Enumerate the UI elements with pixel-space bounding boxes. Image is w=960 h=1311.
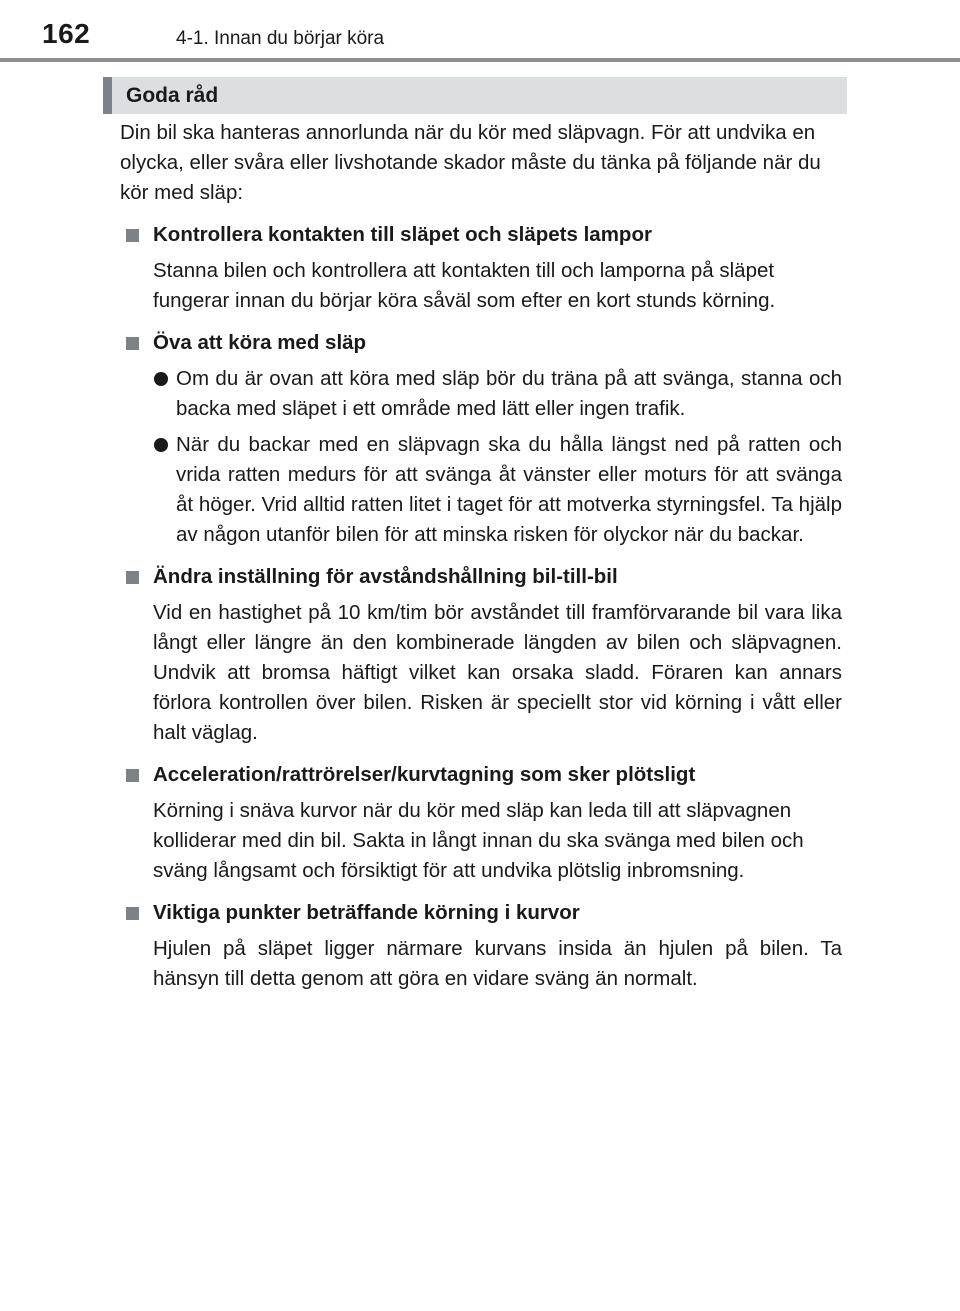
page-number: 162 [42, 18, 91, 49]
list-item [120, 430, 842, 550]
topic-text: Stanna bilen och kontrollera att kontakten till och lamporna på släpet fungerar innan du börjar köra såväl som efter en kort stunds körning. [153, 259, 776, 312]
topic-heading [120, 562, 842, 592]
section-title: Goda råd [126, 84, 219, 107]
square-bullet-icon [126, 229, 139, 242]
round-bullet-icon [154, 438, 168, 452]
list-item-text: Om du är ovan att köra med släp bör du träna på att svänga, stanna och backa med släpet i ett område med lätt eller ingen trafik. [176, 367, 842, 420]
intro-paragraph: Din bil ska hanteras annorlunda när du kör med släpvagn. För att undvika en olycka, eller svåra eller livshotande skador måste du tänka på följande när du kör med släp: [120, 121, 821, 204]
topic-heading [120, 328, 842, 358]
topic-heading-text: Öva att köra med släp [153, 331, 367, 354]
topic-heading [120, 898, 842, 928]
square-bullet-icon [126, 907, 139, 920]
topic-text: Vid en hastighet på 10 km/tim bör avståndet till framförvarande bil vara lika långt eller längre än den kombinerade längden av bilen och släpvagnen. Undvik att bromsa häftigt vilket kan orsaka sladd. Föraren kan annars förlora kontrollen över bilen. Risken är speciellt stor vid körning i vått eller halt väglag. [153, 601, 842, 744]
header-divider [0, 58, 960, 62]
topic-heading-text: Ändra inställning för avståndshållning bil-till-bil [153, 565, 618, 588]
chapter-title: 4-1. Innan du börjar köra [176, 28, 385, 49]
section-accent [103, 77, 112, 114]
topic-heading [120, 220, 842, 250]
list-item-text: När du backar med en släpvagn ska du hålla längst ned på ratten och vrida ratten medurs för att svänga åt vänster eller moturs för att svänga åt höger. Vrid alltid ratten litet i taget för att motverka styrningsfel. Ta hjälp av någon utanför bilen för att minska risken för olyckor när du backar. [176, 433, 842, 546]
section-title-bar [103, 77, 847, 114]
round-bullet-icon [154, 372, 168, 386]
topic-text: Hjulen på släpet ligger närmare kurvans insida än hjulen på bilen. Ta hänsyn till detta genom att göra en vidare sväng än normalt. [153, 937, 842, 990]
topic-heading-text: Viktiga punkter beträffande körning i kurvor [153, 901, 580, 924]
topic-heading-text: Acceleration/rattrörelser/kurvtagning som sker plötsligt [153, 763, 696, 786]
topic-text: Körning i snäva kurvor när du kör med släp kan leda till att släpvagnen kolliderar med din bil. Sakta in långt innan du ska svänga med bilen och sväng långsamt och försiktigt för att undvika plötslig inbromsning. [153, 799, 804, 882]
topic-heading [120, 760, 842, 790]
square-bullet-icon [126, 571, 139, 584]
main-content [120, 118, 842, 994]
square-bullet-icon [126, 337, 139, 350]
square-bullet-icon [126, 769, 139, 782]
topic-heading-text: Kontrollera kontakten till släpet och släpets lampor [153, 223, 652, 246]
list-item [120, 364, 842, 424]
page-header [0, 0, 960, 66]
